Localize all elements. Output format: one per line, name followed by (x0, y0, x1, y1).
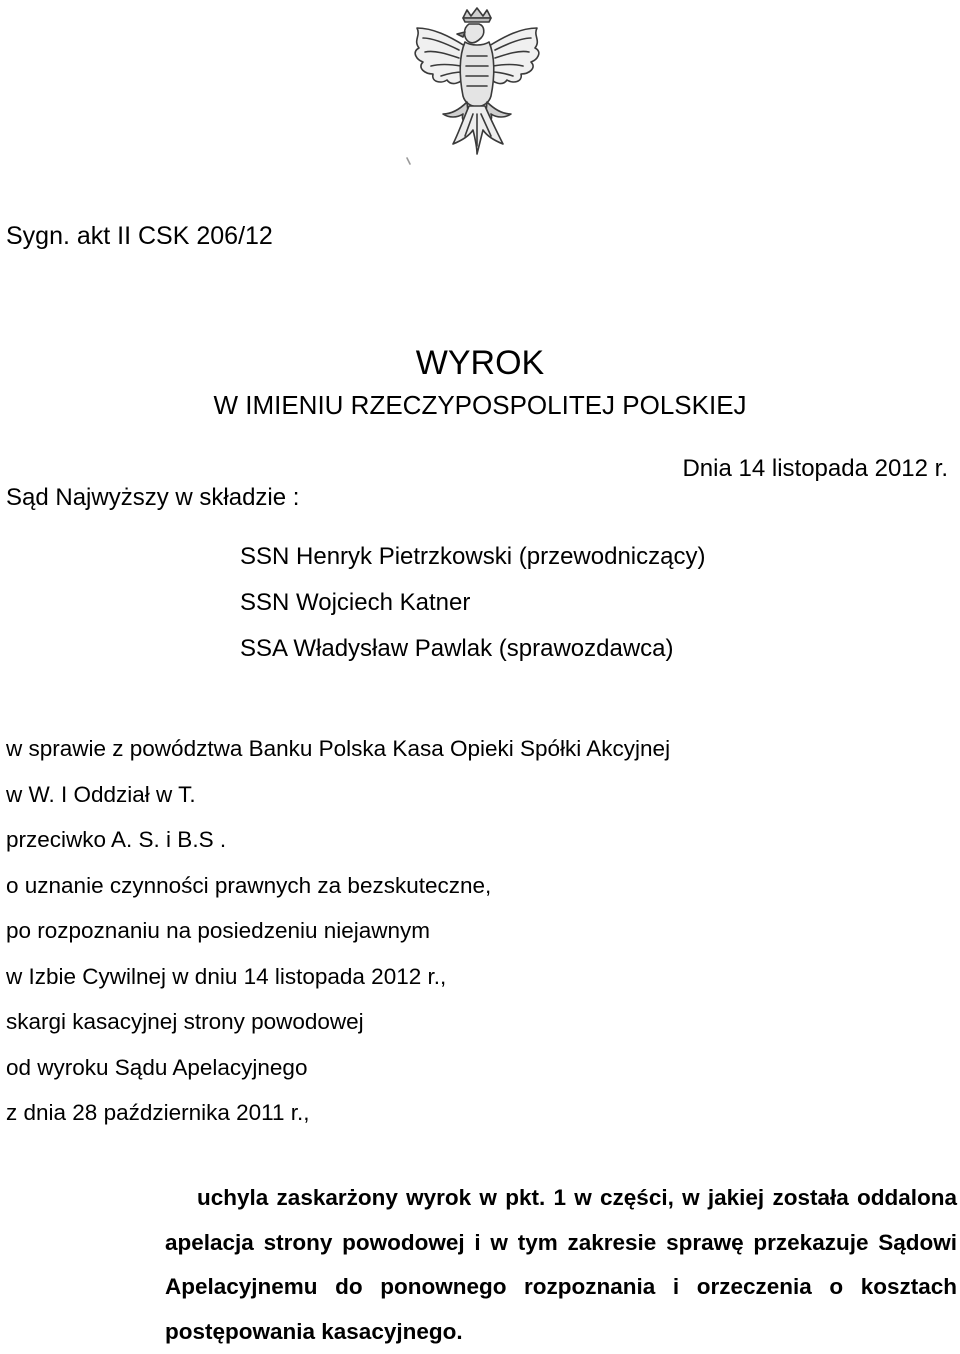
case-line: w W. I Oddział w T. (6, 781, 196, 807)
case-line: z dnia 28 października 2011 r., (6, 1100, 310, 1125)
case-details (6, 734, 670, 1144)
judges-list (240, 541, 705, 679)
case-line: skargi kasacyjnej strony powodowej (6, 1009, 364, 1034)
case-line: przeciwko A. S. i B.S . (6, 827, 227, 852)
verdict-text: uchyla zaskarżony wyrok w pkt. 1 w części, w jakiej została oddalona apelacja strony powodowej i w tym zakresie sprawę przekazuje Sądowi Apelacyjnemu do ponownego rozpoznania i orzeczenia o kosztach postępowania kasacyjnego. (165, 1185, 957, 1344)
case-line: po rozpoznaniu na posiedzeniu niejawnym (6, 918, 431, 943)
polish-eagle-emblem-icon (403, 6, 551, 168)
case-signature: Sygn. akt II CSK 206/12 (6, 222, 273, 250)
document-title: WYROK (415, 344, 545, 382)
document-subtitle: W IMIENIU RZECZYPOSPOLITEJ POLSKIEJ (213, 390, 747, 420)
judgment-date: Dnia 14 listopada 2012 r. (682, 455, 948, 482)
judge-line: SSA Władysław Pawlak (sprawozdawca) (240, 635, 674, 662)
case-line: o uznanie czynności prawnych za bezskuteczne, (6, 872, 492, 898)
case-line: od wyroku Sądu Apelacyjnego (6, 1054, 308, 1080)
case-line: w sprawie z powództwa Banku Polska Kasa Opieki Spółki Akcyjnej (6, 736, 671, 761)
case-line: w Izbie Cywilnej w dniu 14 listopada 2012 r., (6, 963, 447, 989)
judge-line: SSN Wojciech Katner (240, 589, 471, 616)
court-composition-label: Sąd Najwyższy w składzie : (6, 484, 300, 511)
judge-line: SSN Henryk Pietrzkowski (przewodniczący) (240, 543, 706, 570)
